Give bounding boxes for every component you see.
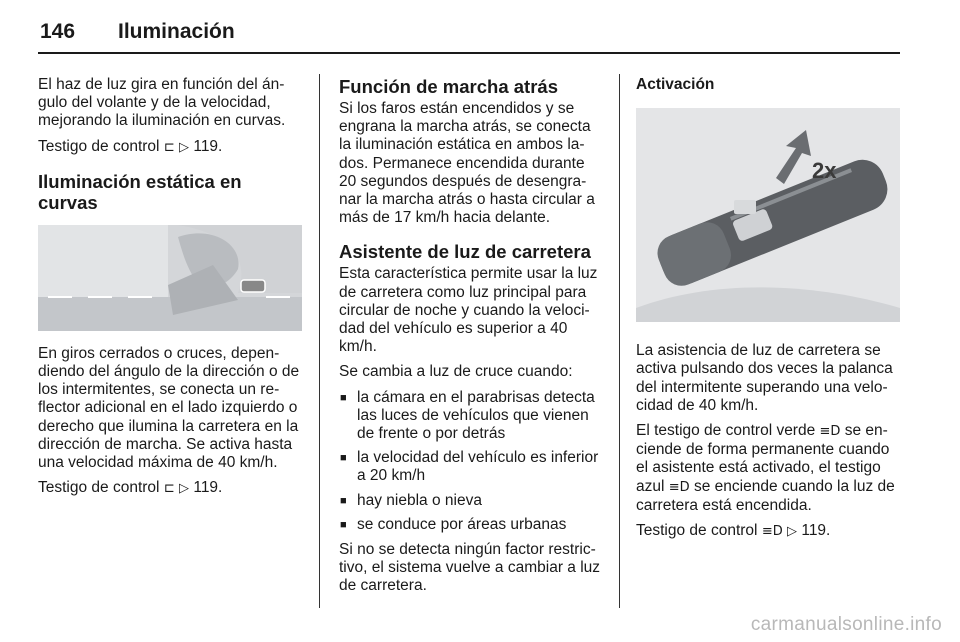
watermark: carmanualsonline.info: [750, 614, 942, 635]
paragraph: Si no se detecta ningún factor restric-tivo, el sistema vuelve a cambiar a luz de carretera.: [339, 541, 601, 595]
section-heading: Iluminación estática en curvas: [38, 170, 242, 213]
figure-label: 2x: [812, 158, 837, 184]
list-item: ■ se conduce por áreas urbanas: [339, 516, 605, 534]
condition-list: [339, 389, 605, 534]
paragraph: En giros cerrados o cruces, depen-diendo del ángulo de la dirección o de los intermitentes, se conecta un re-flector adicional en el lado izquierdo o derecho que ilumina la carretera en la dirección de marcha. Se activa hasta una velocidad máxima de 40 km/h.: [38, 344, 300, 472]
column-divider: [619, 74, 620, 608]
column-2: [339, 76, 605, 603]
page-title: Iluminación: [118, 20, 235, 43]
paragraph-text: se enciende cuando la luz de carretera está encendida.: [636, 477, 895, 514]
list-item: ■ la velocidad del vehículo es inferior a 20 km/h: [339, 449, 605, 485]
page-ref-arrow-icon: ▷: [787, 523, 798, 539]
page-number: 146: [40, 20, 76, 43]
turn-signal-lever-figure: [636, 108, 900, 322]
paragraph: Esta característica permite usar la luz de carretera como luz principal para circular de noche y cuando la veloci-dad del vehículo es superior a 40 km/h.: [339, 265, 598, 356]
page-reference: 119.: [193, 137, 223, 155]
list-item: ■ hay niebla o nieva: [339, 492, 605, 510]
paragraph: El haz de luz gira en función del án-gulo del volante y de la velocidad, mejorando la iluminación en curvas.: [38, 76, 286, 130]
paragraph: [38, 479, 304, 498]
page-header: [38, 16, 900, 56]
section-heading: Activación: [636, 76, 715, 93]
high-beam-icon: ≡D: [668, 479, 690, 495]
cornering-light-icon: ⊏: [163, 481, 175, 497]
paragraph: [636, 522, 902, 541]
paragraph: [38, 138, 304, 157]
paragraph-text: se en-ciende de forma permanente cuando el asistente está activado, el testigo azul: [636, 422, 890, 495]
list-item: ■ la cámara en el parabrisas detecta las luces de vehículos que vienen de frente o por detrás: [339, 389, 605, 444]
page-reference: 119.: [193, 479, 223, 497]
static-cornering-figure: [38, 225, 302, 331]
page-reference: 119.: [801, 522, 831, 540]
section-heading: Función de marcha atrás: [339, 76, 558, 97]
paragraph-text: Testigo de control: [38, 137, 160, 155]
page-ref-arrow-icon: ▷: [179, 480, 190, 496]
column-1: [38, 76, 304, 505]
paragraph-text: Testigo de control: [636, 522, 758, 540]
paragraph-text: Testigo de control: [38, 479, 160, 497]
column-divider: [319, 74, 320, 608]
high-beam-assist-icon: ≡D: [761, 524, 783, 540]
high-beam-assist-icon: ≡D: [819, 424, 841, 440]
column-3: [636, 76, 902, 548]
paragraph: Si los faros están encendidos y se engrana la marcha atrás, se conecta la iluminación estática en ambos la-dos. Permanece encendida durante 20 segundos después de desengra-nar la marcha atrás o hasta circular a más de 17 km/h hacia delante.: [339, 100, 595, 227]
page-ref-arrow-icon: ▷: [179, 138, 190, 154]
paragraph: Se cambia a luz de cruce cuando:: [339, 363, 573, 381]
paragraph-text: El testigo de control verde: [636, 422, 816, 440]
cornering-light-icon: ⊏: [163, 139, 175, 155]
paragraph: [636, 422, 902, 515]
paragraph: La asistencia de luz de carretera se activa pulsando dos veces la palanca del intermitente superando una velo-cidad de 40 km/h.: [636, 342, 893, 414]
section-heading: Asistente de luz de carretera: [339, 241, 591, 263]
header-rule: [38, 52, 900, 54]
